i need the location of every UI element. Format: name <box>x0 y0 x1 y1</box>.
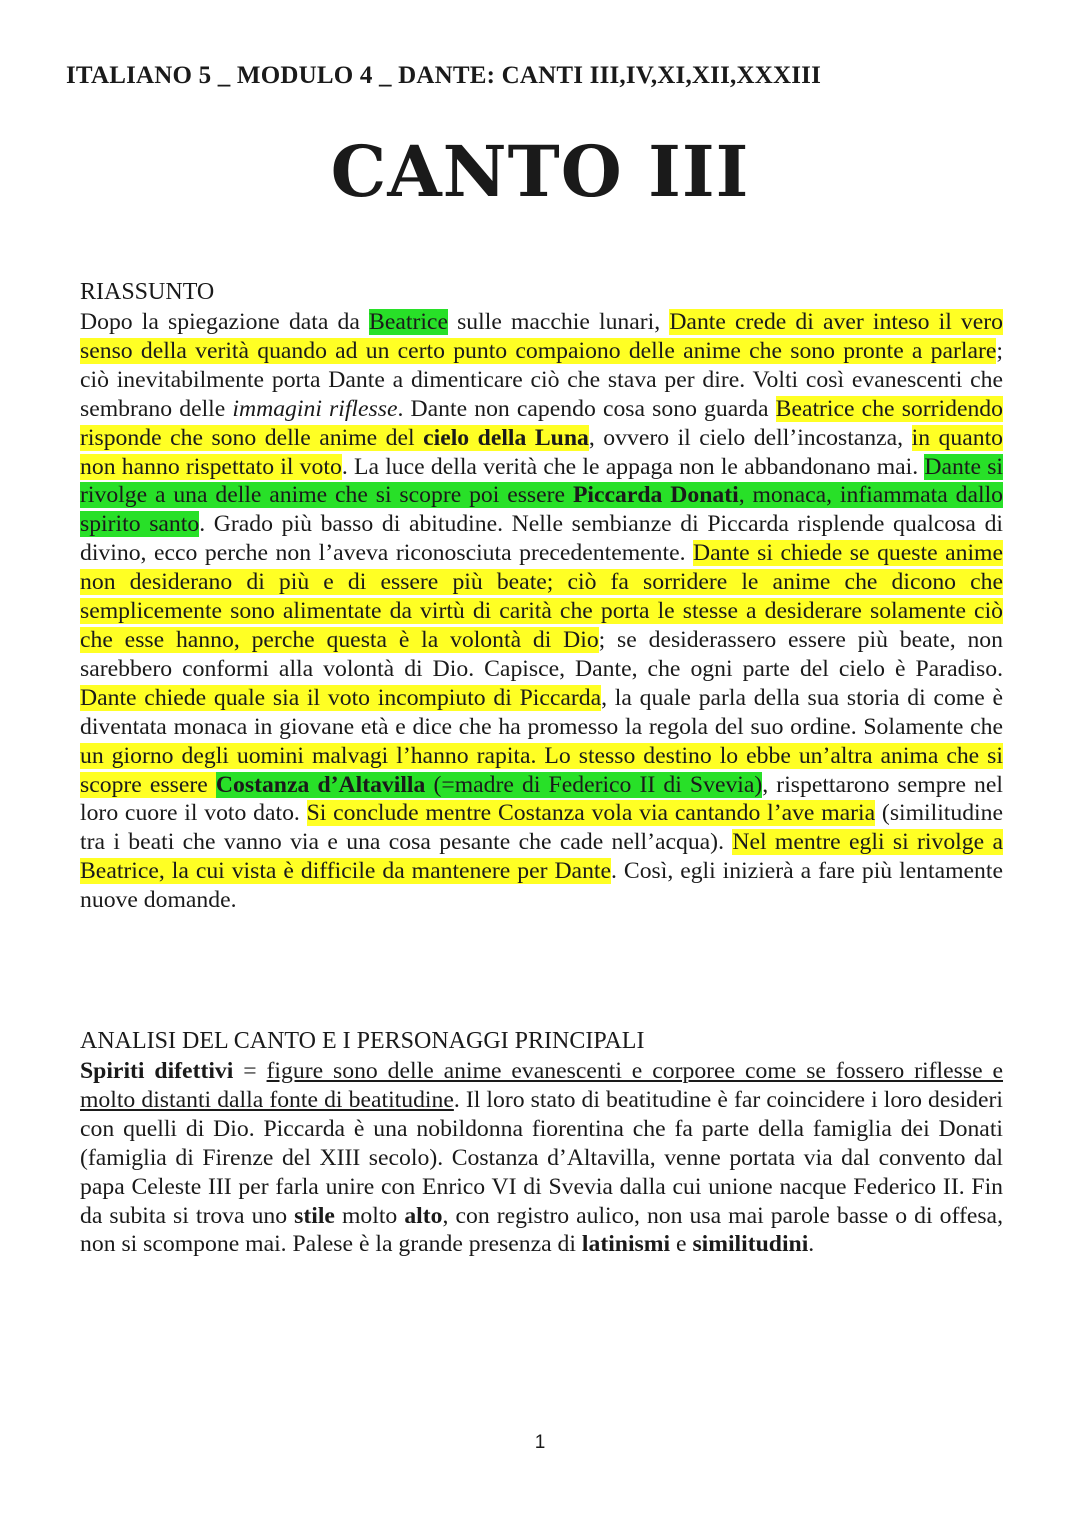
text-run: . Il loro stato di beatitudine è far coincidere i loro desideri con quelli di Dio. Piccarda è una nobildonna fiorentina che fa parte della famiglia dei Donati (famiglia di Firenze del XIII secolo). Costanza d’Altavilla, venne portata via dal convento dal papa Celeste III per farla unire con Enrico VI di Svevia dalla cui unione nacque Federico II. Fin da subita si trova uno <box>80 1086 1003 1229</box>
text-run: (similitudine tra i beati che vanno via e una cosa pesante che cade nell’acqua). <box>80 800 1003 856</box>
text-run: ; ciò inevitabilmente porta Dante a dimenticare ciò che stava per dire. Volti così evanescenti che sembrano delle <box>80 337 1003 422</box>
text-run: , rispettarono sempre nel loro cuore il voto dato. <box>80 771 1004 827</box>
highlight-yellow: Nel mentre egli si rivolge a Beatrice, la cui vista è difficile da mantenere per Dante <box>80 829 1003 885</box>
italic-text: immagini riflesse <box>232 395 398 422</box>
highlight-yellow: Dante crede di aver inteso il vero senso della verità quando ad un certo punto compaiono delle anime che sono pronte a parlare <box>80 309 1003 364</box>
analisi-paragraph <box>80 1057 1003 1259</box>
text-run: . Grado più basso di abitudine. Nelle sembianze di Piccarda risplende qualcosa di divino, ecco perche non l’aveva riconosciuta precedentemente. <box>80 511 1003 567</box>
highlight-yellow: un giorno degli uomini malvagi l’hanno rapita. Lo stesso destino lo ebbe un’altra anima che si scopre essere <box>80 742 1003 798</box>
section-label-analisi: ANALISI DEL CANTO E I PERSONAGGI PRINCIPALI <box>80 1028 645 1054</box>
bold-term: stile <box>294 1202 335 1229</box>
highlight-green: Dante si rivolge a una delle anime che si scopre poi essere <box>80 453 1004 509</box>
text-run: = <box>233 1058 267 1084</box>
highlight-green-bold: Piccarda Donati <box>572 482 739 509</box>
text-run: . La luce della verità che le appaga non le abbandonano mai. <box>341 453 925 480</box>
text-run: . <box>808 1231 815 1258</box>
text-run: Dopo la spiegazione data da <box>80 309 370 335</box>
bold-term: similitudini <box>692 1231 809 1258</box>
highlight-yellow: Si conclude mentre Costanza vola via cantando l’ave maria <box>306 800 876 827</box>
highlight-green-bold: Costanza d’Altavilla <box>215 771 426 798</box>
text-run: ; se desiderassero essere più beate, non sarebbero conformi alla volontà di Dio. Capisce, Dante, che ogni parte del cielo è Paradiso. <box>80 626 1003 682</box>
highlight-green: Beatrice <box>369 309 448 335</box>
text-run: sulle macchie lunari, <box>447 309 670 335</box>
highlight-yellow-bold: cielo della Luna <box>423 424 589 451</box>
text-run: , ovvero il cielo dell’incostanza, <box>588 424 912 451</box>
text-run: . Dante non capendo cosa sono guarda <box>397 395 776 422</box>
highlight-yellow: Dante si chiede se queste anime non desiderano di più e di essere più beate; ciò fa sorridere le anime che dicono che semplicemente sono alimentate da virtù di carità che porta le stesse a desiderare solamente ciò che esse hanno, perche questa è la volontà di Dio <box>80 540 1003 653</box>
section-label-riassunto: RIASSUNTO <box>80 279 215 305</box>
text-run: . Così, egli inizierà a fare più lentamente nuove domande. <box>80 858 1003 914</box>
highlight-yellow: in quanto non hanno rispettato il voto <box>80 424 1004 480</box>
page-number: 1 <box>534 1432 546 1453</box>
text-run: , la quale parla della sua storia di come è diventata monaca in giovane età e dice che ha promesso la regola del suo ordine. Solamente che <box>80 684 1003 740</box>
riassunto-paragraph <box>80 308 1003 915</box>
highlight-green: (=madre di Federico II di Svevia) <box>425 771 763 798</box>
text-run: , con registro aulico, non usa mai parole basse o di offesa, non si scompone mai. Palese è la grande presenza di <box>80 1202 1003 1258</box>
text-run: molto <box>334 1202 405 1229</box>
canto-title: CANTO III <box>330 130 750 213</box>
highlight-yellow: Dante chiede quale sia il voto incompiuto di Piccarda <box>80 684 602 711</box>
text-run: e <box>670 1231 693 1258</box>
document-header: ITALIANO 5 _ MODULO 4 _ DANTE: CANTI III,IV,XI,XII,XXXIII <box>66 62 822 89</box>
highlight-green: , monaca, infiammata dallo spirito santo <box>80 482 1003 538</box>
bold-term: Spiriti difettivi <box>80 1058 234 1084</box>
highlight-yellow: Beatrice che sorridendo risponde che sono delle anime del <box>80 395 1003 451</box>
bold-term: latinismi <box>581 1231 671 1258</box>
underlined-text: figure sono delle anime evanescenti e corporee come se fossero riflesse e molto distanti dalla fonte di beatitudine <box>80 1058 1004 1113</box>
bold-term: alto <box>404 1202 443 1229</box>
